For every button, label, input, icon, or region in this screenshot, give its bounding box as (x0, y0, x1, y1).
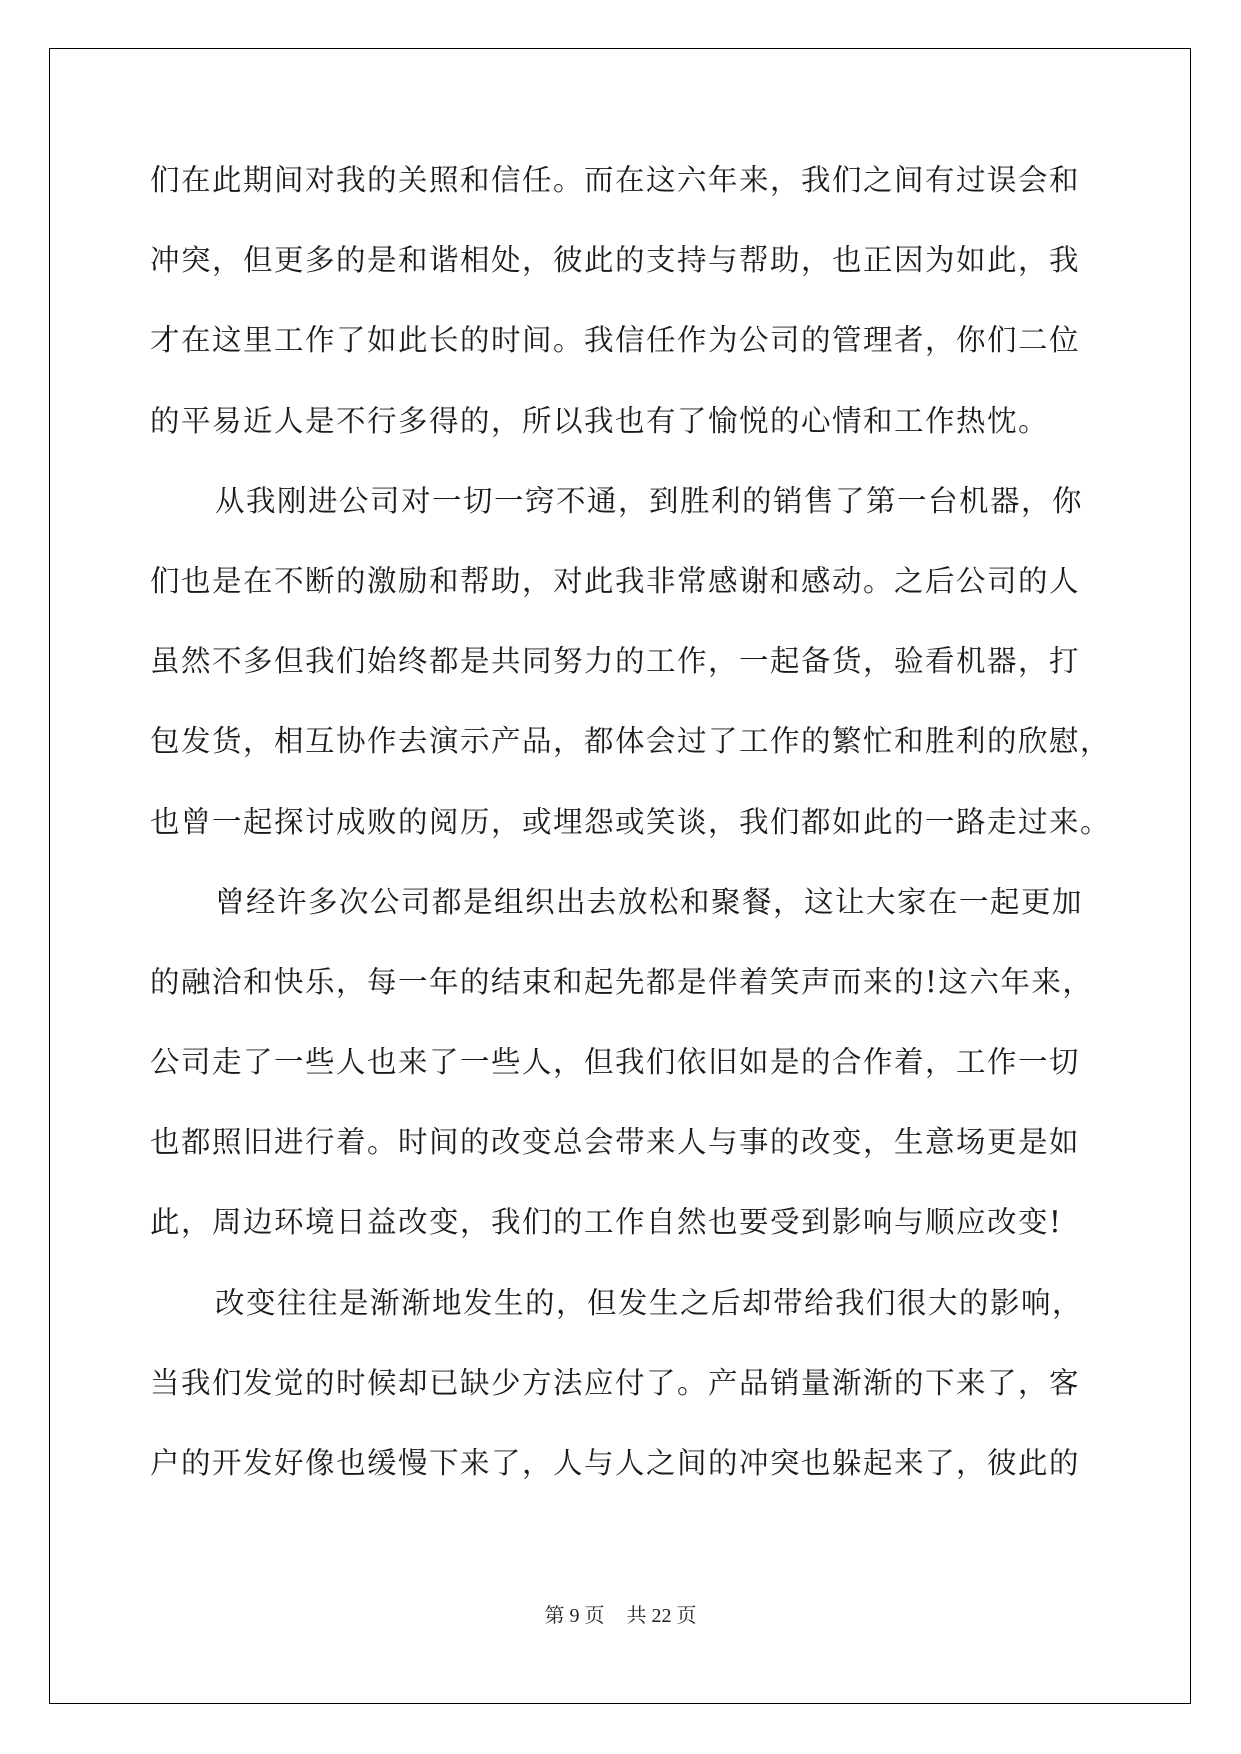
text-line: 从我刚进公司对一切一窍不通，到胜利的销售了第一台机器，你 (215, 483, 1084, 518)
text-line: 虽然不多但我们始终都是共同努力的工作，一起备货，验看机器，打 (150, 644, 1081, 679)
text-line: 此，周边环境日益改变，我们的工作自然也要受到影响与顺应改变! (150, 1205, 1063, 1240)
text-line: 才在这里工作了如此长的时间。我信任作为公司的管理者，你们二位 (150, 323, 1081, 358)
text-line: 们也是在不断的激励和帮助，对此我非常感谢和感动。之后公司的人 (150, 563, 1081, 598)
text-line: 的融洽和快乐，每一年的结束和起先都是伴着笑声而来的!这六年来， (150, 964, 1094, 999)
text-line: 当我们发觉的时候却已缺少方法应付了。产品销量渐渐的下来了，客 (150, 1365, 1081, 1400)
text-line: 冲突，但更多的是和谐相处，彼此的支持与帮助，也正因为如此，我 (150, 243, 1081, 278)
text-line: 也曾一起探讨成败的阅历，或埋怨或笑谈，我们都如此的一路走过来。 (150, 804, 1112, 839)
text-line: 也都照旧进行着。时间的改变总会带来人与事的改变，生意场更是如 (150, 1125, 1081, 1160)
text-line: 们在此期间对我的关照和信任。而在这六年来，我们之间有过误会和 (150, 163, 1081, 197)
text-line: 户的开发好像也缓慢下来了，人与人之间的冲突也躲起来了，彼此的 (150, 1446, 1081, 1480)
total-pages: 共 22 页 (626, 1605, 697, 1627)
text-line: 曾经许多次公司都是组织出去放松和聚餐，这让大家在一起更加 (215, 884, 1084, 919)
page-footer (0, 1599, 1241, 1628)
text-line: 改变往往是渐渐地发生的，但发生之后却带给我们很大的影响， (215, 1285, 1084, 1320)
text-line: 包发货，相互协作去演示产品，都体会过了工作的繁忙和胜利的欣慰， (150, 724, 1112, 759)
page-number: 第 9 页 (544, 1605, 605, 1627)
text-line: 公司走了一些人也来了一些人，但我们依旧如是的合作着，工作一切 (150, 1045, 1081, 1080)
document-body (150, 160, 1112, 1523)
text-line: 的平易近人是不行多得的，所以我也有了愉悦的心情和工作热忱。 (150, 403, 1050, 438)
